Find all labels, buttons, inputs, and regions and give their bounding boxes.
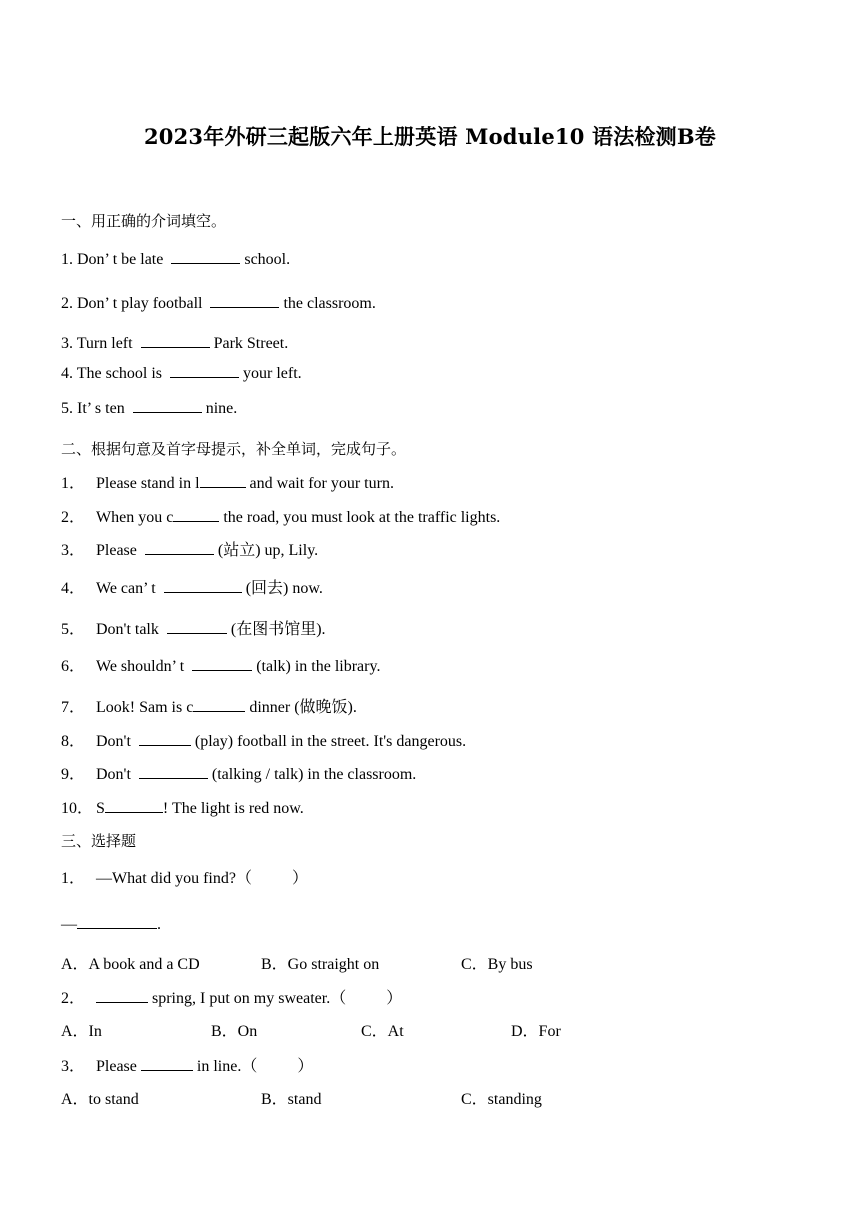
s2-q6-blank[interactable] <box>192 656 252 671</box>
s2-q8-blank[interactable] <box>139 731 191 746</box>
s3-q2-option-c[interactable]: C．At <box>361 1023 404 1040</box>
s1-q2-text-after: the classroom. <box>279 295 376 312</box>
s1-question-5 <box>61 398 237 419</box>
s2-question-2 <box>61 507 500 528</box>
s2-question-5 <box>61 619 326 640</box>
s2-q5-text-after: (在图书馆里). <box>226 621 326 638</box>
s1-q4-text-after: your left. <box>239 365 302 382</box>
s3-q3-option-c[interactable]: C．standing <box>461 1091 542 1108</box>
s2-q2-blank[interactable] <box>173 507 219 522</box>
s2-q5-blank[interactable] <box>167 619 227 634</box>
s2-question-10 <box>61 798 304 819</box>
s1-q5-text-after: nine. <box>201 400 238 417</box>
s3-question-3 <box>61 1056 313 1077</box>
s2-q4-text-before: We can’ t <box>96 580 160 597</box>
page-title: 2023年外研三起版六年上册英语 Module10 语法检测B卷 <box>144 124 716 149</box>
s2-q9-text-after: (talking / talk) in the classroom. <box>207 766 417 783</box>
s2-q4-number: 4． <box>61 580 86 597</box>
s2-q3-number: 3． <box>61 542 86 559</box>
s2-q1-text-before: Please stand in l <box>96 475 200 492</box>
s1-q3-text-before: 3. Turn left <box>61 335 137 352</box>
s2-q6-text-after: (talk) in the library. <box>252 658 381 675</box>
s2-q6-number: 6． <box>61 658 86 675</box>
s2-q4-blank[interactable] <box>164 578 242 593</box>
s2-q5-text-before: Don't talk <box>96 621 163 638</box>
s2-q3-text-before: Please <box>96 542 141 559</box>
s2-q8-text-after: (play) football in the street. It's dangerous. <box>190 733 467 750</box>
s2-question-7 <box>61 697 357 718</box>
s1-question-1 <box>61 249 290 270</box>
s2-q7-blank[interactable] <box>193 697 245 712</box>
s3-q2-stem: spring, I put on my sweater.（ ） <box>148 990 403 1007</box>
s2-q5-number: 5． <box>61 621 86 638</box>
s1-q3-blank[interactable] <box>141 333 210 348</box>
s3-q2-option-d[interactable]: D．For <box>511 1023 561 1040</box>
s2-q10-text-before: S <box>96 800 105 817</box>
s2-q4-text-after: (回去) now. <box>241 580 323 597</box>
s1-q1-text-after: school. <box>240 251 291 268</box>
s2-q2-text-before: When you c <box>96 509 174 526</box>
s1-question-3 <box>61 333 288 354</box>
s3-q1-option-b[interactable]: B．Go straight on <box>261 956 380 973</box>
s1-q3-text-after: Park Street. <box>209 335 289 352</box>
s2-q1-blank[interactable] <box>200 473 246 488</box>
s2-q7-text-before: Look! Sam is c <box>96 699 194 716</box>
s2-q7-text-after: dinner (做晚饭). <box>245 699 357 716</box>
s3-q3-number: 3． <box>61 1058 86 1075</box>
s2-q3-blank[interactable] <box>145 540 214 555</box>
s1-q1-text-before: 1. Don’ t be late <box>61 251 168 268</box>
s2-question-4 <box>61 578 323 599</box>
s2-q1-text-after: and wait for your turn. <box>245 475 394 492</box>
s3-q2-option-b[interactable]: B．On <box>211 1023 258 1040</box>
s2-question-3 <box>61 540 318 561</box>
s2-q10-text-after: ! The light is red now. <box>162 800 304 817</box>
s2-q10-number: 10． <box>61 800 94 817</box>
s1-q4-text-before: 4. The school is <box>61 365 167 382</box>
s2-q9-number: 9． <box>61 766 86 783</box>
s2-q2-number: 2． <box>61 509 86 526</box>
s1-q5-blank[interactable] <box>133 398 202 413</box>
s3-question-2 <box>61 988 402 1009</box>
s2-question-8 <box>61 731 466 752</box>
s3-q1-option-a[interactable]: A．A book and a CD <box>61 956 200 973</box>
s1-q4-blank[interactable] <box>170 363 239 378</box>
s3-q2-option-a[interactable]: A．In <box>61 1023 102 1040</box>
section-3-heading: 三、选择题 <box>61 832 137 850</box>
s2-q3-text-after: (站立) up, Lily. <box>213 542 319 559</box>
s2-q9-text-before: Don't <box>96 766 135 783</box>
section-1-heading: 一、用正确的介词填空。 <box>61 212 227 230</box>
s3-q2-blank[interactable] <box>96 988 148 1003</box>
s3-q3-option-b[interactable]: B．stand <box>261 1091 322 1108</box>
s3-q1-answer-dash: — <box>61 916 77 933</box>
s3-q2-number: 2． <box>61 990 86 1007</box>
s1-q2-text-before: 2. Don’ t play football <box>61 295 207 312</box>
s3-q3-stem-before: Please <box>96 1058 141 1075</box>
s3-q3-stem-after: in line.（ ） <box>192 1058 314 1075</box>
s1-question-2 <box>61 293 376 314</box>
s3-q1-number: 1． <box>61 870 86 887</box>
s1-q1-blank[interactable] <box>171 249 240 264</box>
s3-q1-stem: —What did you find?（ ） <box>96 870 308 887</box>
s2-q2-text-after: the road, you must look at the traffic lights. <box>219 509 501 526</box>
s2-q8-text-before: Don't <box>96 733 135 750</box>
s3-q1-answer-blank[interactable] <box>77 914 157 929</box>
s3-q1-option-c[interactable]: C．By bus <box>461 956 533 973</box>
s2-question-6 <box>61 656 380 677</box>
s3-q3-option-a[interactable]: A．to stand <box>61 1091 139 1108</box>
s1-question-4 <box>61 363 302 384</box>
s1-q5-text-before: 5. It’ s ten <box>61 400 129 417</box>
s3-q1-answer-end: . <box>157 916 161 933</box>
s2-q8-number: 8． <box>61 733 86 750</box>
s3-q3-blank[interactable] <box>141 1056 193 1071</box>
s2-q7-number: 7． <box>61 699 86 716</box>
section-2-heading: 二、根据句意及首字母提示，补全单词，完成句子。 <box>61 440 407 458</box>
s2-q10-blank[interactable] <box>105 798 163 813</box>
s2-question-1 <box>61 473 394 494</box>
s2-q9-blank[interactable] <box>139 764 208 779</box>
s2-q1-number: 1． <box>61 475 86 492</box>
s2-q6-text-before: We shouldn’ t <box>96 658 189 675</box>
s3-question-1 <box>61 869 308 889</box>
s1-q2-blank[interactable] <box>210 293 279 308</box>
s2-question-9 <box>61 764 416 785</box>
s3-q1-answer-line <box>61 914 161 935</box>
